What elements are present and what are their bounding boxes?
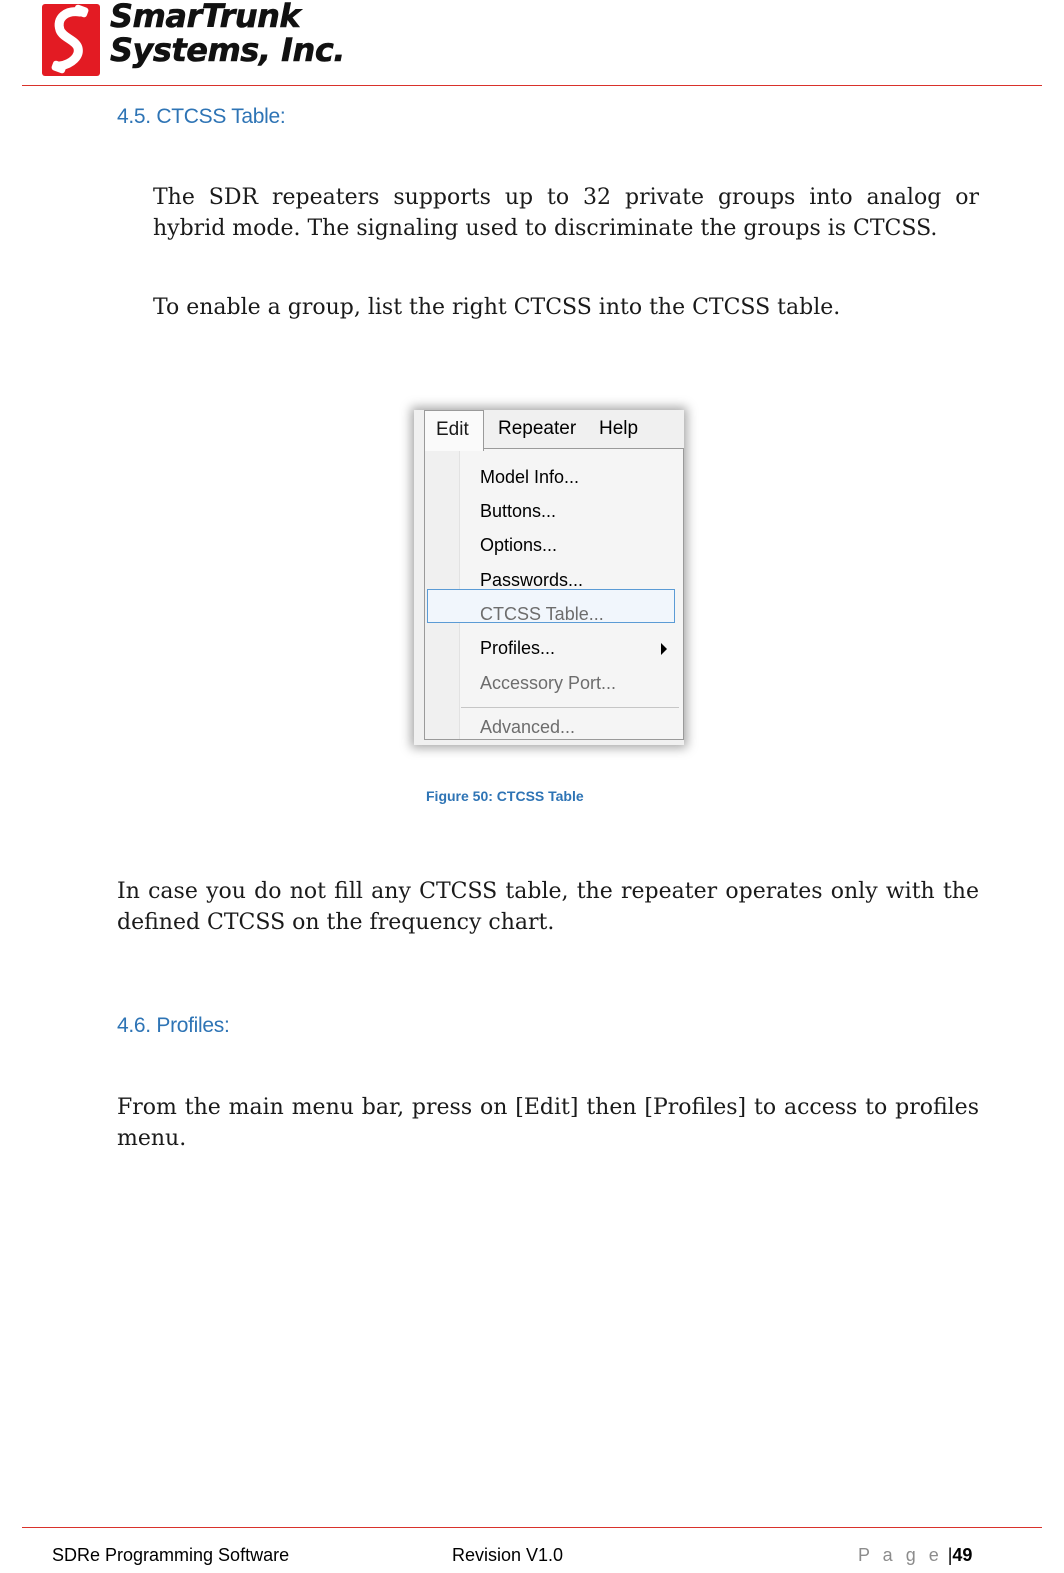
menu-edit[interactable]: Edit xyxy=(424,410,484,451)
footer-page-sep: | xyxy=(947,1545,953,1565)
footer-page-label: P a g e xyxy=(858,1545,943,1565)
edit-menu-screenshot xyxy=(414,410,684,745)
menu-item-passwords[interactable]: Passwords... xyxy=(480,570,584,590)
footer-doc-title: SDRe Programming Software xyxy=(52,1545,290,1565)
paragraph-ctcss-enable: To enable a group, list the right CTCSS into the CTCSS table. xyxy=(153,295,841,320)
handset-s-icon xyxy=(42,4,100,76)
header-divider xyxy=(22,85,1042,86)
paragraph-ctcss-default: In case you do not fill any CTCSS table, the repeater operates only with the defined CTCSS on the frequency chart. xyxy=(117,879,979,935)
menu-repeater[interactable]: Repeater xyxy=(498,418,577,439)
menu-separator xyxy=(461,707,679,708)
menu-item-advanced[interactable]: Advanced... xyxy=(480,717,576,737)
section-heading-ctcss: 4.5. CTCSS Table: xyxy=(117,105,286,128)
footer-divider xyxy=(22,1527,1042,1528)
menu-item-buttons[interactable]: Buttons... xyxy=(480,501,557,521)
menu-item-options[interactable]: Options... xyxy=(480,535,558,555)
menu-bar xyxy=(414,410,684,448)
company-logo-mark xyxy=(42,4,100,76)
edit-dropdown xyxy=(424,448,684,740)
company-name-line1: SmarTrunk xyxy=(110,0,301,35)
menu-item-profiles[interactable]: Profiles... xyxy=(480,638,556,658)
paragraph-profiles: From the main menu bar, press on [Edit] then [Profiles] to access to profiles menu. xyxy=(117,1095,979,1151)
paragraph-ctcss-intro: The SDR repeaters supports up to 32 private groups into analog or hybrid mode. The signaling used to discriminate the groups is CTCSS. xyxy=(153,185,979,241)
menu-item-model-info[interactable]: Model Info... xyxy=(480,467,580,487)
footer-page-number: 49 xyxy=(952,1545,973,1565)
menu-item-ctcss-table[interactable]: CTCSS Table... xyxy=(480,604,604,624)
footer-revision: Revision V1.0 xyxy=(452,1545,564,1565)
menu-item-accessory-port[interactable]: Accessory Port... xyxy=(480,673,617,693)
section-heading-profiles: 4.6. Profiles: xyxy=(117,1014,230,1037)
submenu-arrow-icon xyxy=(661,643,667,655)
company-name-line2: Systems, Inc. xyxy=(110,31,345,69)
menu-help[interactable]: Help xyxy=(599,418,639,439)
footer-page xyxy=(858,1545,972,1566)
company-name xyxy=(110,0,345,69)
figure-caption: Figure 50: CTCSS Table xyxy=(426,788,584,804)
